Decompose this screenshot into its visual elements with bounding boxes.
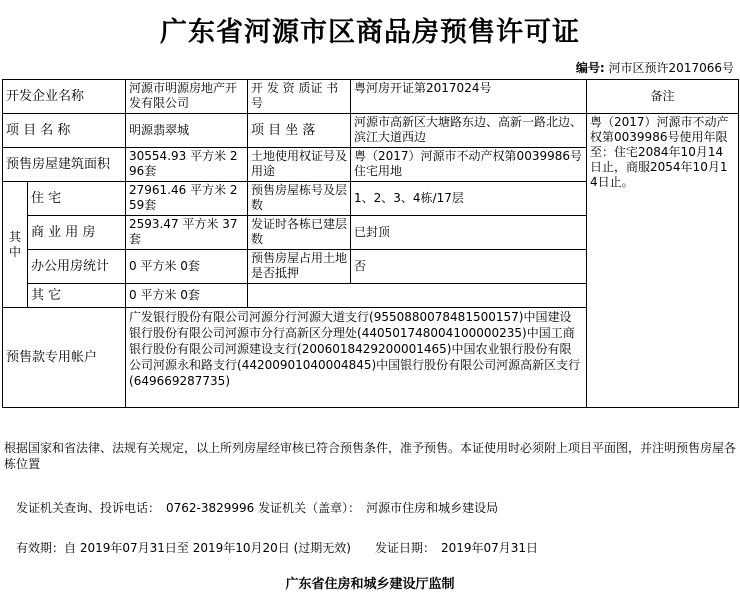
office-label: 办公用房统计	[28, 250, 126, 284]
developer-value: 河源市明源房地产开发有限公司	[126, 80, 248, 114]
built-floors-label: 发证时各栋已建层数	[248, 216, 351, 250]
blank-cell	[248, 284, 587, 308]
issuer-footer: 广东省住房和城乡建设厅监制	[285, 577, 455, 592]
certificate-table	[2, 79, 739, 408]
other-label: 其 它	[28, 284, 126, 308]
statement: 根据国家和省法律、法规有关规定，以上所列房屋经审核已符合预售条件，准予预售。本证使用时必须附上项目平面图，并注明预售房屋各栋位置	[4, 441, 737, 471]
mortgage-value: 否	[351, 250, 587, 284]
residential-value: 27961.46 平方米 259套	[126, 182, 248, 216]
project-name-value: 明源翡翠城	[126, 114, 248, 148]
project-location-label: 项 目 坐 落	[248, 114, 351, 148]
serial-number	[576, 59, 734, 76]
remarks-label: 备注	[587, 80, 739, 114]
land-cert-value: 粤（2017）河源市不动产权第0039986号 住宅用地	[351, 148, 587, 182]
office-value: 0 平方米 0套	[126, 250, 248, 284]
commercial-value: 2593.47 平方米 37套	[126, 216, 248, 250]
land-cert-label: 土地使用权证号及用途	[248, 148, 351, 182]
mortgage-label: 预售房屋占用土地是否抵押	[248, 250, 351, 284]
commercial-label: 商 业 用 房	[28, 216, 126, 250]
serial-label: 编号:	[575, 61, 605, 75]
accounts-value: 广发银行股份有限公司河源分行河源大道支行(9550880078481500157)中国建设银行股份有限公司河源市分行高新区分理处(44050174800410000023​5)中国工商银行股份有限公司河源建设支行(2006018429200001465)中国农业银行股份有限公司河源永和路支行(44200901040004845)中国银行股份有限公司河源高新区支行(649669287735)	[126, 308, 587, 408]
accounts-label: 预售款专用帐户	[3, 308, 126, 408]
contact-line: 发证机关查询、投诉电话： 0762-3829996 发证机关（盖章）： 河源市住房和城乡建设局	[16, 501, 499, 515]
built-floors-value: 已封顶	[351, 216, 587, 250]
other-value: 0 平方米 0套	[126, 284, 248, 308]
qualification-value: 粤河房开证第2017024号	[351, 80, 587, 114]
group-label: 其中	[3, 182, 28, 308]
project-location-value: 河源市高新区大塘路东边、高新一路北边、滨江大道西边	[351, 114, 587, 148]
qualification-label: 开 发 资 质证 书 号	[248, 80, 351, 114]
developer-label: 开发企业名称	[3, 80, 126, 114]
certificate-title: 广东省河源市区商品房预售许可证	[160, 17, 580, 48]
building-count-value: 1、2、3、4栋/17层	[351, 182, 587, 216]
project-name-label: 项 目 名 称	[3, 114, 126, 148]
residential-label: 住 宅	[28, 182, 126, 216]
presale-area-label: 预售房屋建筑面积	[3, 148, 126, 182]
validity-line: 有效期：自 2019年07月31日至 2019年10月20日 (过期无效) 发证日期： 2019年07月31日	[16, 541, 539, 555]
serial-value: 河市区预许2017066号	[608, 61, 734, 75]
remarks-value: 粤（2017）河源市不动产权第0039986号使用年限至：住宅2084年10月14日止，商服2054年10月14日止。	[587, 114, 739, 408]
building-count-label: 预售房屋栋号及层数	[248, 182, 351, 216]
presale-area-value: 30554.93 平方米 296套	[126, 148, 248, 182]
